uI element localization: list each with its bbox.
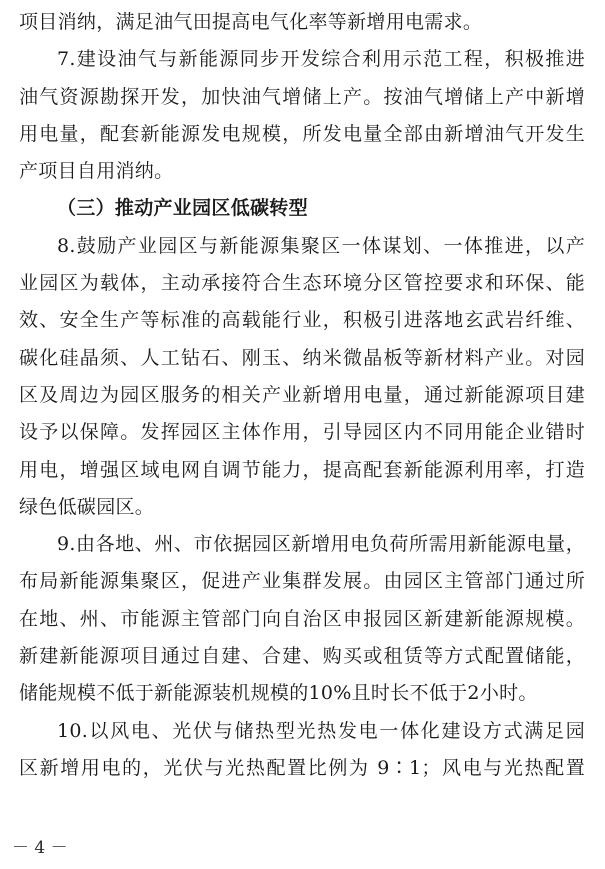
paragraph-line: 用电量，配套新能源发电规模，所发电量全部由新增油气开发生 [19,122,585,145]
paragraph-line: 10.以风电、光伏与储热型光热发电一体化建设方式满足园 [57,719,585,742]
paragraph-line: 项目消纳，满足油气田提高电气化率等新增用电需求。 [19,11,483,33]
paragraph-line: 在地、州、市能源主管部门向自治区申报园区新建新能源规模。 [19,607,585,630]
paragraph-line: 布局新能源集聚区，促进产业集群发展。由园区主管部门通过所 [19,570,585,593]
paragraph-line: 碳化硅晶须、人工钻石、刚玉、纳米微晶板等新材料产业。对园 [19,346,585,369]
paragraph-line: 油气资源勘探开发，加快油气增储上产。按油气增储上产中新增 [19,85,585,108]
body-text [19,4,585,787]
paragraph-line: 区及周边为园区服务的相关产业新增用电量，通过新能源项目建 [19,383,585,406]
paragraph-line: 8.鼓励产业园区与新能源集聚区一体谋划、一体推进，以产 [57,234,585,257]
paragraph-line: 产项目自用消纳。 [19,160,174,183]
paragraph-line: 设予以保障。发挥园区主体作用，引导园区内不同用能企业错时 [19,421,585,444]
section-heading: （三）推动产业园区低碳转型 [57,197,308,220]
paragraph-line: 区新增用电的，光伏与光热配置比例为 9∶1；风电与光热配置 [19,756,585,779]
paragraph-line: 7.建设油气与新能源同步开发综合利用示范工程，积极推进 [57,48,585,71]
paragraph-line: 业园区为载体，主动承接符合生态环境分区管控要求和环保、能 [19,272,585,295]
paragraph-line: 储能规模不低于新能源装机规模的10%且时长不低于2小时。 [19,682,538,705]
paragraph-line: 用电，增强区域电网自调节能力，提高配套新能源利用率，打造 [19,458,585,481]
paragraph-line: 新建新能源项目通过自建、合建、购买或租赁等方式配置储能， [19,645,585,668]
paragraph-line: 9.由各地、州、市依据园区新增用电负荷所需用新能源电量， [57,533,585,556]
paragraph-line: 绿色低碳园区。 [19,495,155,518]
page-number: － 4 － [12,838,68,858]
paragraph-line: 效、安全生产等标准的高载能行业，积极引进落地玄武岩纤维、 [19,309,585,332]
